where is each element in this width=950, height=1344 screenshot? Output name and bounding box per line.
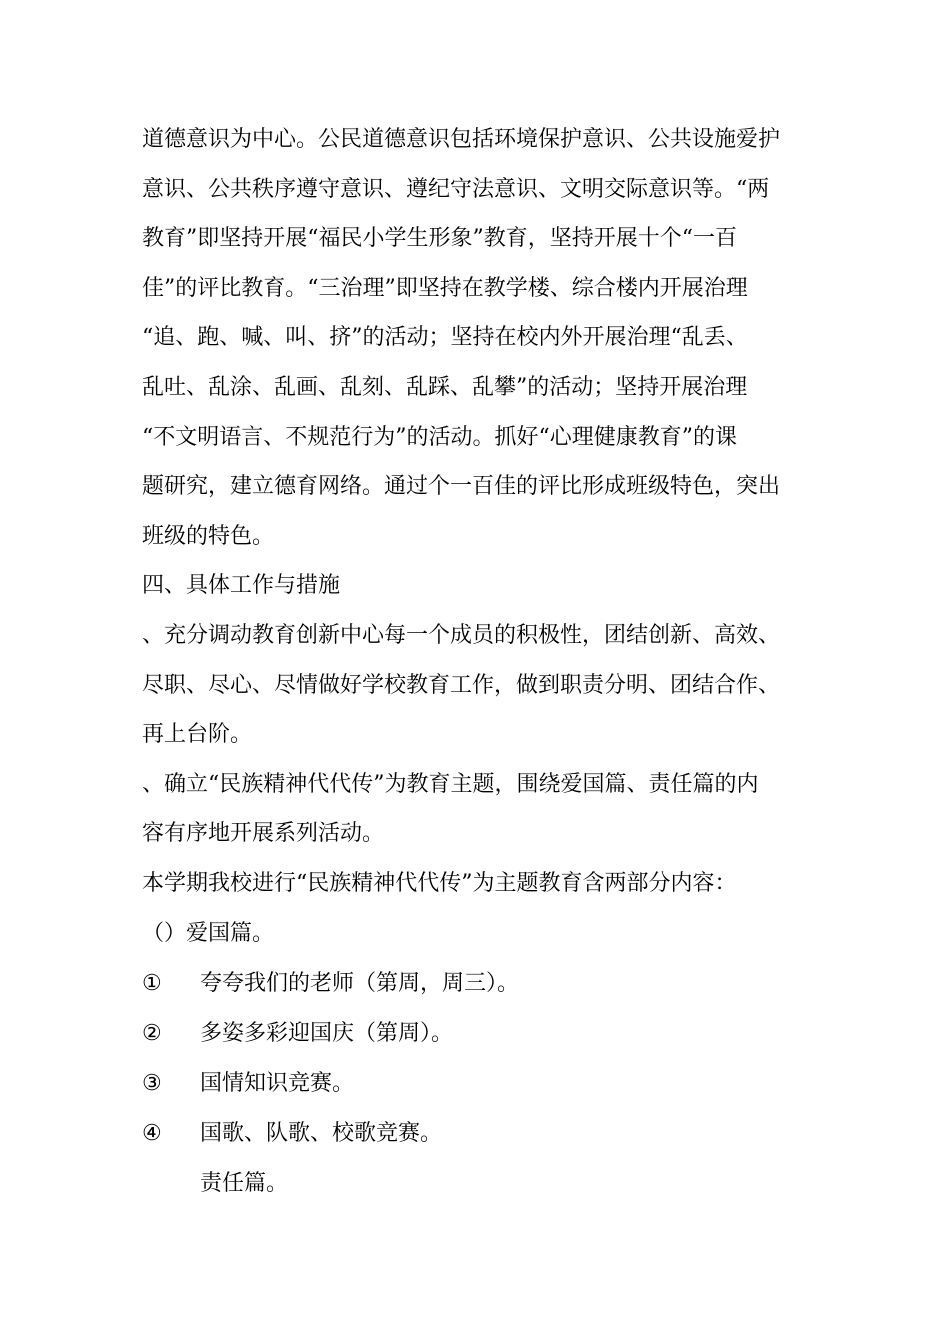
list-item-text: 国歌、队歌、校歌竞赛。 xyxy=(200,1121,443,1146)
item1-line: 、充分调动教育创新中心每一个成员的积极性，团结创新、高效、 xyxy=(142,623,781,648)
item2-line: 、确立“民族精神代代传”为教育主题，围绕爱国篇、责任篇的内 xyxy=(142,772,759,797)
paragraph-line: “不文明语言、不规范行为”的活动。抓好“心理健康教育”的课 xyxy=(142,425,737,450)
section-heading: 四、具体工作与措施 xyxy=(142,573,341,598)
paragraph-line: 道德意识为中心。公民道德意识包括环境保护意识、公共设施爱护 xyxy=(142,127,781,152)
part2-heading: 责任篇。 xyxy=(200,1171,289,1196)
item1-line: 再上台阶。 xyxy=(142,722,253,747)
list-item-text: 国情知识竞赛。 xyxy=(200,1071,355,1096)
list-item-text: 夸夸我们的老师（第周，周三）。 xyxy=(200,971,520,996)
item2-line: 容有序地开展系列活动。 xyxy=(142,821,385,846)
paragraph-line: 意识、公共秩序遵守意识、遵纪守法意识、文明交际意识等。“两 xyxy=(142,177,770,202)
paragraph-line: 乱吐、乱涂、乱画、乱刻、乱踩、乱攀”的活动；坚持开展治理 xyxy=(142,375,748,400)
paragraph-line: 教育”即坚持开展“福民小学生形象”教育，坚持开展十个“一百 xyxy=(142,226,737,251)
list-marker: ③ xyxy=(142,1071,162,1096)
paragraph-line: 题研究，建立德育网络。通过个一百佳的评比形成班级特色，突出 xyxy=(142,474,781,499)
intro-line: 本学期我校进行“民族精神代代传”为主题教育含两部分内容： xyxy=(142,871,737,896)
paragraph-line: “追、跑、喊、叫、挤”的活动；坚持在校内外开展治理“乱丢、 xyxy=(142,325,748,350)
item1-line: 尽职、尽心、尽情做好学校教育工作，做到职责分明、团结合作、 xyxy=(142,673,781,698)
list-marker: ① xyxy=(142,971,162,996)
list-marker: ④ xyxy=(142,1121,162,1146)
paragraph-line: 班级的特色。 xyxy=(142,524,275,549)
list-marker: ② xyxy=(142,1021,162,1046)
list-item-text: 多姿多彩迎国庆（第周）。 xyxy=(200,1021,454,1046)
part1-heading: （）爱国篇。 xyxy=(142,921,275,946)
paragraph-line: 佳”的评比教育。“三治理”即坚持在教学楼、综合楼内开展治理 xyxy=(142,276,748,301)
